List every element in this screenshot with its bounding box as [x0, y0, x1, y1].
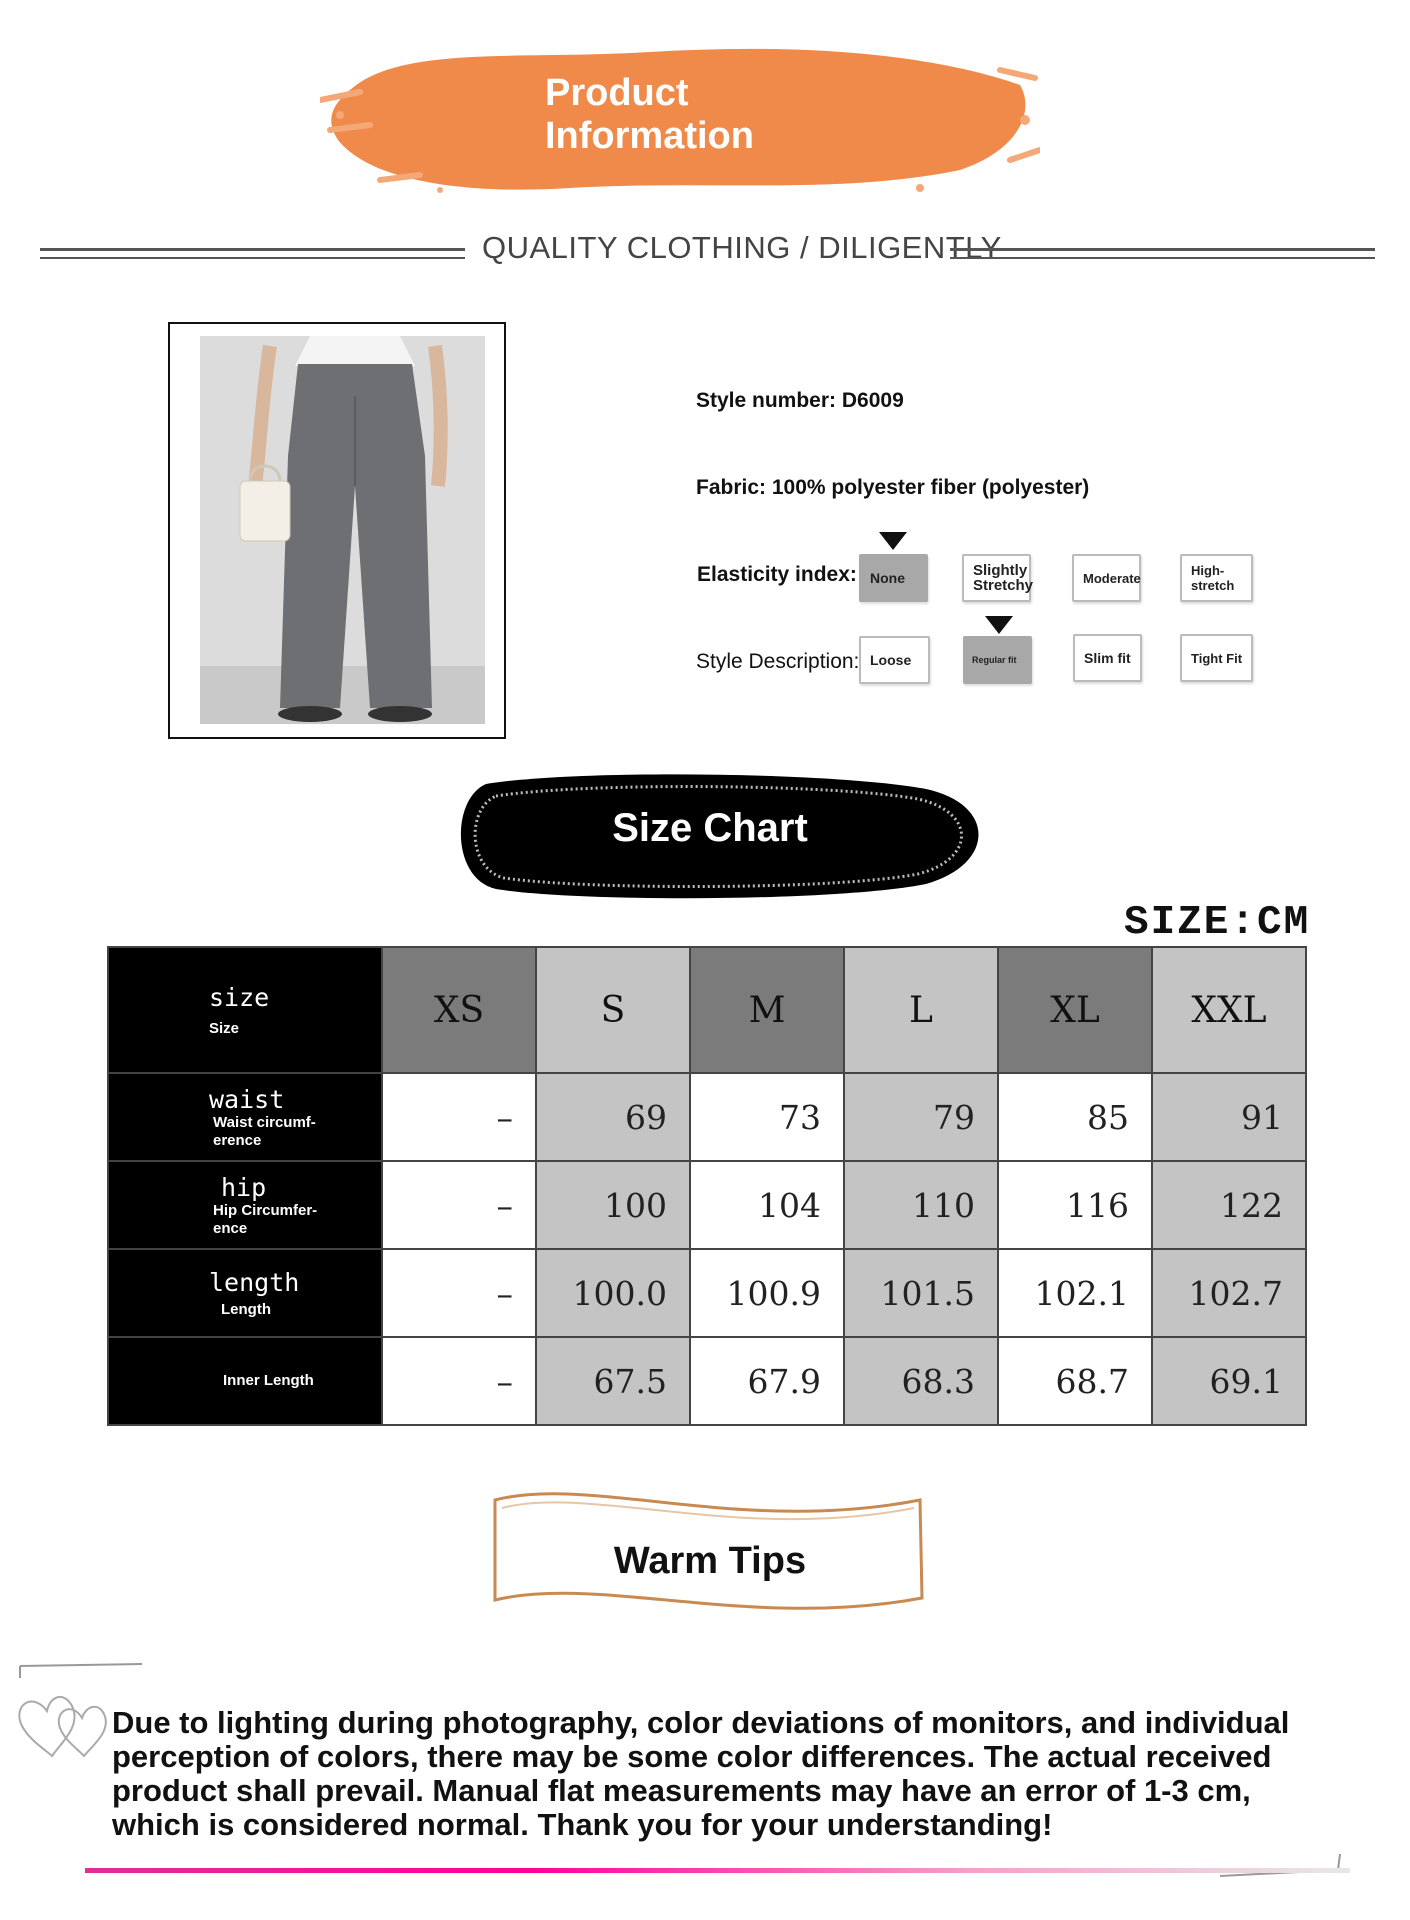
table-cell: 73 — [690, 1073, 844, 1161]
tagline: QUALITY CLOTHING / DILIGENTLY — [482, 230, 1002, 265]
table-cell: 116 — [998, 1161, 1152, 1249]
style-option-regular-fit: Regular fit — [963, 636, 1032, 684]
table-row — [108, 1161, 1306, 1249]
corner-cell — [108, 947, 382, 1073]
selected-arrow-icon — [985, 616, 1013, 634]
table-header-row — [108, 947, 1306, 1073]
selected-arrow-icon — [879, 532, 907, 550]
warm-tips-title: Warm Tips — [613, 1540, 807, 1582]
size-chart-title: Size Chart — [612, 806, 808, 850]
warm-tips-text: Due to lighting during photography, color deviations of monitors, and individual perception of colors, there may be some color differences. The actual received product shall prevail. Manual flat measurements may have an error of 1-3 cm, which is considered normal. Thank you for your understanding! — [112, 1705, 1290, 1842]
size-header: XL — [998, 947, 1152, 1073]
row-label-en: hip — [221, 1172, 267, 1202]
table-cell: 91 — [1152, 1073, 1306, 1161]
table-cell: 68.3 — [844, 1337, 998, 1425]
size-chart-table — [107, 946, 1307, 1426]
table-cell: 79 — [844, 1073, 998, 1161]
row-label-en: length — [209, 1267, 300, 1297]
corner-label: size — [209, 982, 270, 1012]
table-row — [108, 1337, 1306, 1425]
row-label — [108, 1073, 382, 1161]
row-label-sub: Hip Circumfer-ence — [213, 1201, 318, 1237]
size-header: S — [536, 947, 690, 1073]
size-header: L — [844, 947, 998, 1073]
row-label-en: waist — [209, 1084, 285, 1114]
table-cell: 67.5 — [536, 1337, 690, 1425]
table-cell: 69.1 — [1152, 1337, 1306, 1425]
table-row — [108, 1073, 1306, 1161]
corner-decoration-icon — [1220, 1850, 1350, 1878]
table-cell: 102.1 — [998, 1249, 1152, 1337]
row-label — [108, 1161, 382, 1249]
style-description-label: Style Description: — [696, 650, 860, 673]
table-cell: 100.0 — [536, 1249, 690, 1337]
tagline-rule-right — [950, 248, 1375, 259]
elasticity-option-moderate: Moderate — [1072, 554, 1141, 602]
row-label-sub: Inner Length — [223, 1372, 314, 1389]
table-cell: 67.9 — [690, 1337, 844, 1425]
table-cell: 104 — [690, 1161, 844, 1249]
style-option-slim-fit: Slim fit — [1073, 634, 1142, 682]
style-option-loose: Loose — [859, 636, 930, 684]
table-cell: – — [382, 1073, 536, 1161]
table-cell: 122 — [1152, 1161, 1306, 1249]
table-cell: 110 — [844, 1161, 998, 1249]
table-cell: 101.5 — [844, 1249, 998, 1337]
size-header: XS — [382, 947, 536, 1073]
style-number: Style number: D6009 — [696, 389, 904, 412]
size-header: XXL — [1152, 947, 1306, 1073]
row-label — [108, 1249, 382, 1337]
page-title: Product Information — [545, 72, 754, 157]
tagline-rule-left — [40, 248, 465, 259]
table-cell: 69 — [536, 1073, 690, 1161]
table-cell: – — [382, 1337, 536, 1425]
table-row — [108, 1249, 1306, 1337]
table-cell: – — [382, 1249, 536, 1337]
elasticity-option-slightly-stretchy: Slightly Stretchy — [962, 554, 1031, 602]
size-unit: SIZE:CM — [1124, 900, 1311, 946]
table-cell: 68.7 — [998, 1337, 1152, 1425]
row-label — [108, 1337, 382, 1425]
table-cell: 102.7 — [1152, 1249, 1306, 1337]
table-cell: – — [382, 1161, 536, 1249]
row-label-sub: Length — [221, 1300, 271, 1318]
bottom-gradient-rule — [85, 1868, 1350, 1873]
row-label-sub: Waist circumf-erence — [213, 1113, 316, 1149]
elasticity-option-high-stretch: High-stretch — [1180, 554, 1253, 602]
size-header: M — [690, 947, 844, 1073]
table-cell: 85 — [998, 1073, 1152, 1161]
corner-sublabel: Size — [209, 1019, 240, 1037]
style-option-tight-fit: Tight Fit — [1180, 634, 1253, 682]
fabric: Fabric: 100% polyester fiber (polyester) — [696, 476, 1090, 499]
elasticity-label: Elasticity index: — [697, 563, 857, 586]
table-cell: 100.9 — [690, 1249, 844, 1337]
elasticity-option-none: None — [859, 554, 928, 602]
product-photo — [200, 336, 485, 724]
table-cell: 100 — [536, 1161, 690, 1249]
